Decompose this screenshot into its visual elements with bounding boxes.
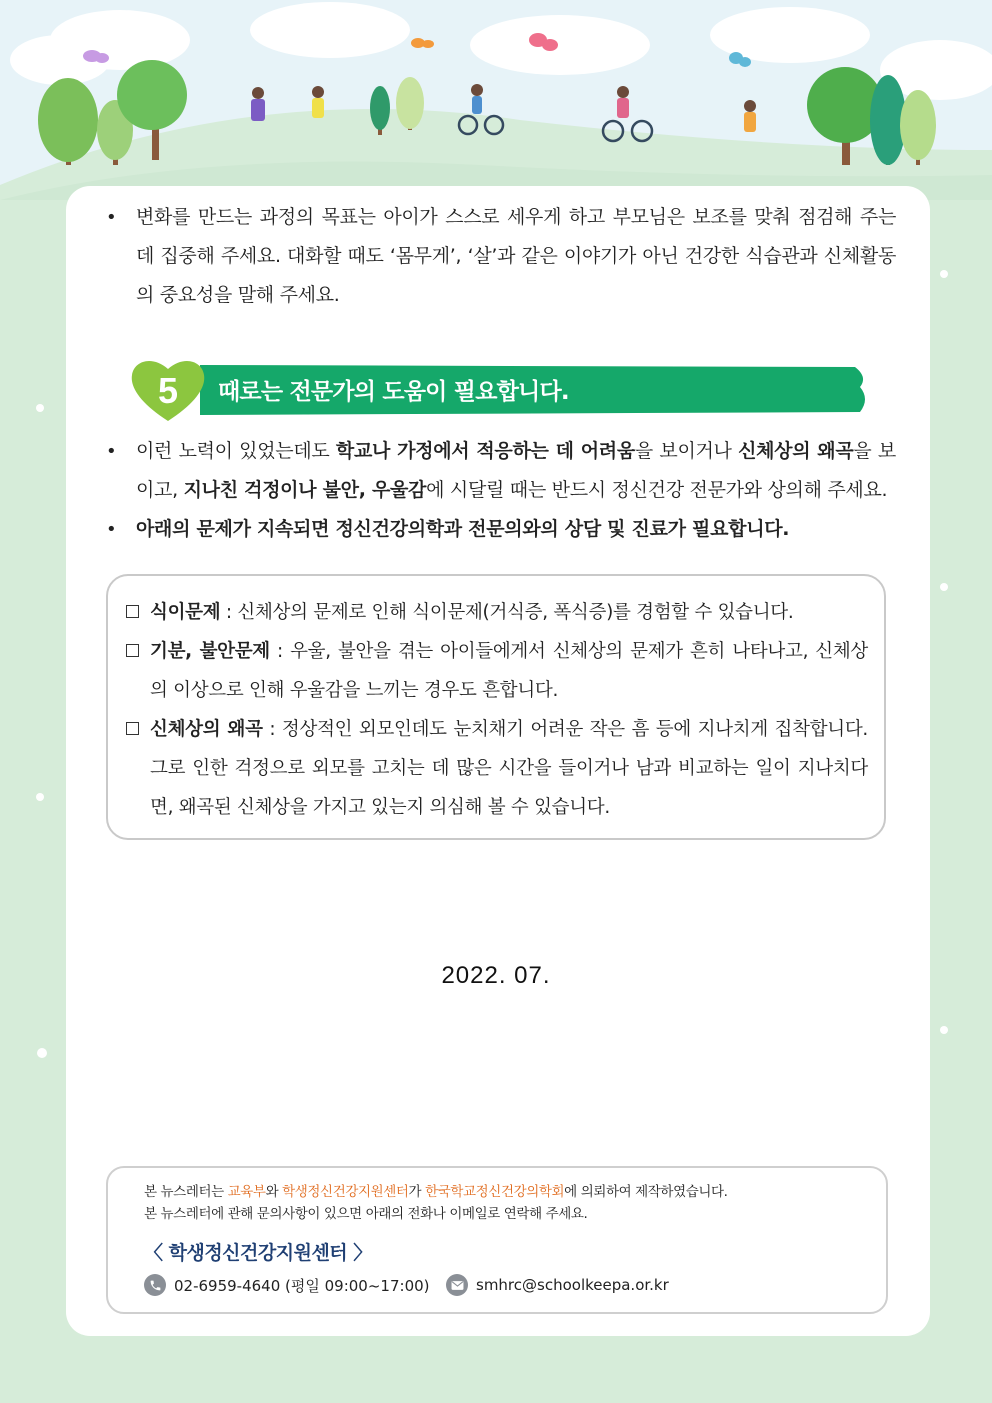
phone-contact[interactable] xyxy=(144,1274,430,1296)
org-name: 한국학교정신건강의학회 xyxy=(425,1184,565,1200)
text-span: 이런 노력이 있었는데도 xyxy=(136,440,336,462)
problem-text: : 정상적인 외모인데도 눈치채기 어려운 작은 흠 등에 지나치게 집착합니다. 그로 인한 걱정으로 외모를 고치는 데 많은 시간을 들이거나 남과 비교하는 일이 지나치다면, 왜곡된 신체상을 가지고 있는지 의심해 볼 수 있습니다. xyxy=(150,719,868,818)
mail-icon xyxy=(446,1274,468,1296)
footer-line-2: 본 뉴스레터에 관해 문의사항이 있으면 아래의 전화나 이메일로 연락해 주세요. xyxy=(144,1206,588,1222)
org-name: 학생정신건강지원센터 xyxy=(282,1184,409,1200)
list-item xyxy=(106,198,896,315)
problem-title: 기분, 불안문제 xyxy=(150,641,270,662)
problem-item xyxy=(126,632,868,710)
problem-item xyxy=(126,710,868,827)
org-name: 교육부 xyxy=(227,1184,266,1200)
checkbox-icon xyxy=(126,722,139,735)
checkbox-icon xyxy=(126,605,139,618)
emphasis-text: 아래의 문제가 지속되면 정신건강의학과 전문의와의 상담 및 진료가 필요합니다. xyxy=(136,518,790,540)
problem-text: : 신체상의 문제로 인해 식이문제(거식증, 폭식증)를 경험할 수 있습니다. xyxy=(220,602,794,623)
bullet-marker: • xyxy=(106,519,117,540)
text-span: 을 보이고, xyxy=(136,440,896,501)
problem-item xyxy=(126,593,868,632)
bullet-marker: • xyxy=(106,207,117,228)
text-span: 에 의뢰하여 제작하였습니다. xyxy=(564,1184,728,1200)
emphasis-text: 지나친 걱정이나 불안, 우울감 xyxy=(183,479,427,501)
checkbox-icon xyxy=(126,644,139,657)
footer-line-1 xyxy=(144,1180,728,1200)
advice-bullet-list xyxy=(106,432,896,549)
text-span: 가 xyxy=(408,1184,426,1200)
phone-number: 02-6959-4640 (평일 09:00~17:00) xyxy=(174,1276,430,1295)
problem-title: 식이문제 xyxy=(150,602,221,623)
email-address: smhrc@schoolkeepa.or.kr xyxy=(476,1276,669,1294)
problems-box xyxy=(106,574,886,840)
text-span: 에 시달릴 때는 반드시 정신건강 전문가와 상의해 주세요. xyxy=(426,479,888,501)
issue-date: 2022. 07. xyxy=(441,962,551,989)
problem-text: : 우울, 불안을 겪는 아이들에게서 신체상의 문제가 흔히 나타나고, 신체상의 이상으로 인해 우울감을 느끼는 경우도 흔합니다. xyxy=(150,641,869,701)
section-title: 때로는 전문가의 도움이 필요합니다. xyxy=(218,379,569,405)
footer-title: 〈 학생정신건강지원센터 〉 xyxy=(144,1242,372,1264)
bullet-marker: • xyxy=(106,441,117,462)
text-span: 을 보이거나 xyxy=(634,440,739,462)
list-item xyxy=(106,432,896,510)
footer-box xyxy=(106,1166,888,1314)
email-contact[interactable] xyxy=(446,1274,669,1296)
list-item xyxy=(106,510,896,549)
intro-bullet-list xyxy=(106,198,896,315)
text-span: 와 xyxy=(265,1184,283,1200)
section-number: 5 xyxy=(157,370,179,411)
text-span: 본 뉴스레터는 xyxy=(144,1184,228,1200)
intro-text: 변화를 만드는 과정의 목표는 아이가 스스로 세우게 하고 부모님은 보조를 맞춰 점검해 주는 데 집중해 주세요. 대화할 때도 ‘몸무게’, ‘살’과 같은 이야기가 아닌 건강한 식습관과 신체활동의 중요성을 말해 주세요. xyxy=(136,206,896,306)
emphasis-text: 학교나 가정에서 적응하는 데 어려움 xyxy=(335,440,635,462)
emphasis-text: 신체상의 왜곡 xyxy=(738,440,854,462)
section-header xyxy=(130,357,870,423)
problem-title: 신체상의 왜곡 xyxy=(150,719,263,740)
phone-icon xyxy=(144,1274,166,1296)
